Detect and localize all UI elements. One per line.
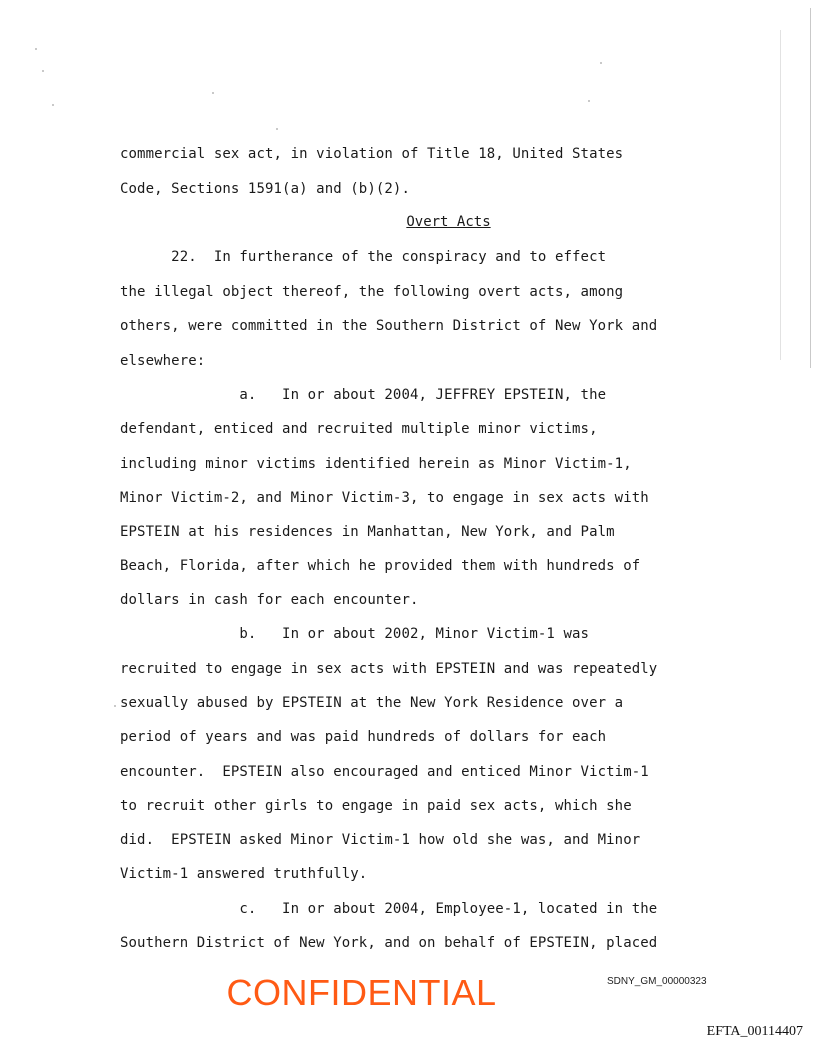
body-text-line: others, were committed in the Southern District of New York and: [120, 318, 658, 334]
document-id: EFTA_00114407: [706, 1024, 803, 1039]
body-text-line: the illegal object thereof, the following overt acts, among: [120, 284, 624, 300]
section-heading: [0, 214, 817, 231]
body-text-line: 22. In furtherance of the conspiracy and to effect: [120, 249, 607, 265]
bates-number: SDNY_GM_00000323: [607, 976, 707, 987]
scan-edge-line: [780, 30, 781, 360]
body-text-line: did. EPSTEIN asked Minor Victim-1 how old she was, and Minor: [120, 832, 641, 848]
body-text-line: to recruit other girls to engage in paid sex acts, which she: [120, 798, 632, 814]
body-text-line: Minor Victim-2, and Minor Victim-3, to engage in sex acts with: [120, 490, 649, 506]
body-text-line: Code, Sections 1591(a) and (b)(2).: [120, 181, 410, 197]
scan-speck: [42, 70, 44, 72]
body-text-line: EPSTEIN at his residences in Manhattan, New York, and Palm: [120, 524, 615, 540]
body-text-line: defendant, enticed and recruited multiple minor victims,: [120, 421, 598, 437]
scan-speck: [212, 92, 214, 94]
body-text-line: a. In or about 2004, JEFFREY EPSTEIN, the: [120, 387, 607, 403]
scan-speck: [600, 62, 602, 64]
scan-edge-line: [810, 8, 811, 368]
scan-speck: [114, 705, 116, 707]
scan-speck: [588, 100, 590, 102]
body-text-line: b. In or about 2002, Minor Victim-1 was: [120, 626, 590, 642]
body-text-line: commercial sex act, in violation of Title 18, United States: [120, 146, 624, 162]
scan-speck: [52, 104, 54, 106]
body-text-line: elsewhere:: [120, 353, 206, 369]
section-heading-text: Overt Acts: [406, 214, 491, 230]
body-text-line: Beach, Florida, after which he provided them with hundreds of: [120, 558, 641, 574]
scan-speck: [35, 48, 37, 50]
body-text-line: recruited to engage in sex acts with EPSTEIN and was repeatedly: [120, 661, 658, 677]
body-text-line: encounter. EPSTEIN also encouraged and enticed Minor Victim-1: [120, 764, 649, 780]
body-text-line: dollars in cash for each encounter.: [120, 592, 419, 608]
confidential-stamp-text: CONFIDENTIAL: [226, 972, 497, 1013]
body-text-line: sexually abused by EPSTEIN at the New York Residence over a: [120, 695, 624, 711]
body-text-line: Southern District of New York, and on behalf of EPSTEIN, placed: [120, 935, 658, 951]
body-text-line: c. In or about 2004, Employee-1, located in the: [120, 901, 658, 917]
body-text-line: Victim-1 answered truthfully.: [120, 866, 368, 882]
scan-speck: [276, 128, 278, 130]
body-text-line: period of years and was paid hundreds of dollars for each: [120, 729, 607, 745]
body-text-line: including minor victims identified herein as Minor Victim-1,: [120, 456, 632, 472]
